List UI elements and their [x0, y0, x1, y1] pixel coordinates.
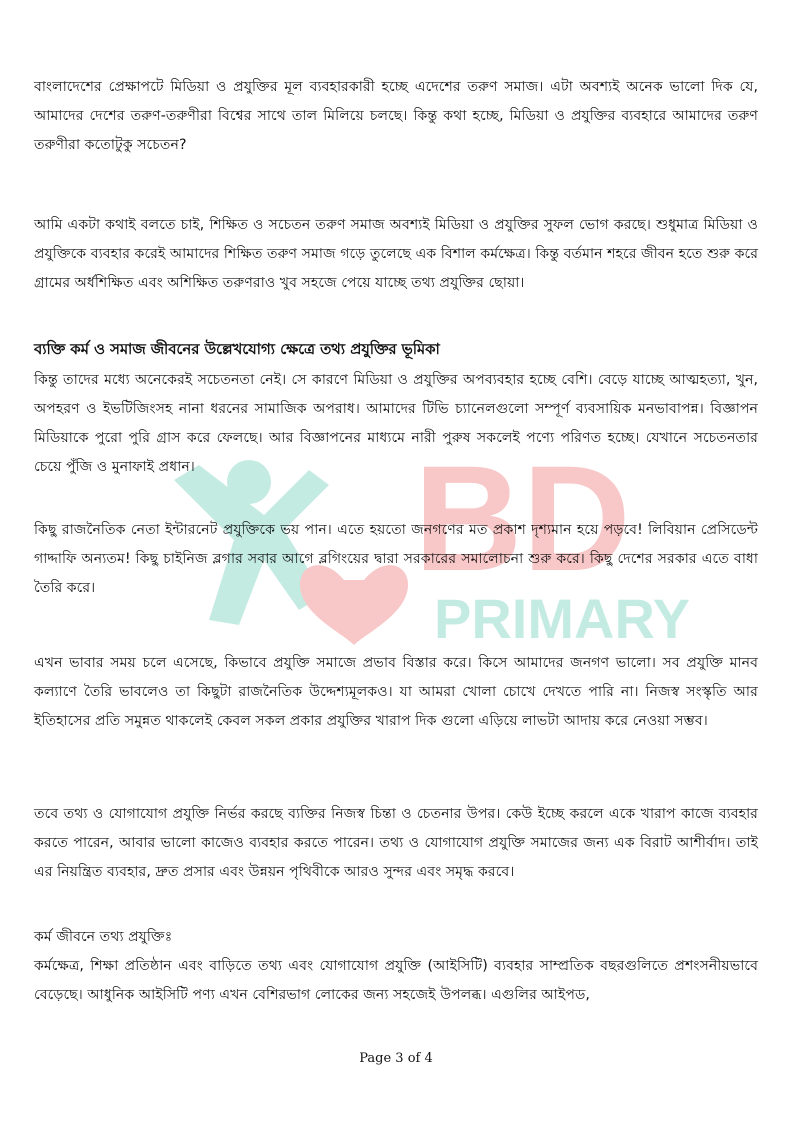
page-number-footer: Page 3 of 4	[359, 1051, 433, 1066]
paragraph-3: কিন্তু তাদের মধ্যে অনেকেরই সচেতনতা নেই। সে কারণে মিডিয়া ও প্রযুক্তির অপব্যবহার হচ্ছে বেশি। বেড়ে যাচ্ছে আত্মহত্যা, খুন, অপহরণ ও ইভটিজিংসহ নানা ধরনের সামাজিক অপরাধ। আমাদের টিভি চ্যানেলগুলো সম্পূর্ণ ব্যবসায়িক মনভাবাপন্ন। বিজ্ঞাপন মিডিয়াকে পুরো পুরি গ্রাস করে ফেলছে। আর বিজ্ঞাপনের মাধ্যমে নারী পুরুষ সকলেই পণ্যে পরিণত হচ্ছে। যেখানে সচেতনতার চেয়ে পুঁজি ও মুনাফাই প্রধান।	[34, 372, 758, 475]
section-heading-work-life: কর্ম জীবনে তথ্য প্রযুক্তিঃ	[34, 929, 173, 945]
paragraph-7: কর্মক্ষেত্র, শিক্ষা প্রতিষ্ঠান এবং বাড়িতে তথ্য এবং যোগাযোগ প্রযুক্তি (আইসিটি) ব্যবহার সাম্প্রতিক বছরগুলিতে প্রশংসনীয়ভাবে বেড়েছে। আধুনিক আইসিটি পণ্য এখন বেশিরভাগ লোকের জন্য সহজেই উপলব্ধ। এগুলির আইপড,	[34, 958, 758, 1003]
paragraph-2: আমি একটা কথাই বলতে চাই, শিক্ষিত ও সচেতন তরুণ সমাজ অবশ্যই মিডিয়া ও প্রযুক্তির সুফল ভোগ করছে। শুধুমাত্র মিডিয়া ও প্রযুক্তিকে ব্যবহার করেই আমাদের শিক্ষিত তরুণ সমাজ গড়ে তুলেছে এক বিশাল কর্মক্ষেত্র। কিন্তু বর্তমান শহরে জীবন হতে শুরু করে গ্রামের অর্ধশিক্ষিত এবং অশিক্ষিত তরুণরাও খুব সহজে পেয়ে যাচ্ছে তথ্য প্রযুক্তির ছোয়া।	[34, 217, 758, 291]
paragraph-4: কিছু রাজনৈতিক নেতা ইন্টারনেট প্রযুক্তিকে ভয় পান। এতে হয়তো জনগণের মত প্রকাশ দৃশ্যমান হয়ে পড়বে! লিবিয়ান প্রেসিডেন্ট গাদ্দাফি অন্যতম! কিছু চাইনিজ ব্লগার সবার আগে ব্লগিংয়ের দ্বারা সরকারের সমালোচনা শুরু করে। কিছু দেশের সরকার এতে বাধা তৈরি করে।	[34, 522, 758, 596]
watermark-text: PRIMARY	[434, 587, 691, 650]
paragraph-6: তবে তথ্য ও যোগাযোগ প্রযুক্তি নির্ভর করছে ব্যক্তির নিজস্ব চিন্তা ও চেতনার উপর। কেউ ইচ্ছে করলে একে খারাপ কাজে ব্যবহার করতে পারেন, আবার ভালো কাজেও ব্যবহার করতে পারেন। তথ্য ও যোগাযোগ প্রযুক্তি সমাজের জন্য এক বিরাট আশীর্বাদ। তাই এর নিয়ন্ত্রিত ব্যবহার, দ্রুত প্রসার এবং উন্নয়ন পৃথিবীকে আরও সুন্দর এবং সমৃদ্ধ করবে।	[34, 806, 758, 880]
watermark-logo-text: BD	[414, 434, 631, 602]
paragraph-5: এখন ভাবার সময় চলে এসেছে, কিভাবে প্রযুক্তি সমাজে প্রভাব বিস্তার করে। কিসে আমাদের জনগণ ভালো। সব প্রযুক্তি মানব কল্যাণে তৈরি ভাবলেও তা কিছুটা রাজনৈতিক উদ্দেশ্যমূলকও। যা আমরা খোলা চোখে দেখতে পারি না। নিজস্ব সংস্কৃতি আর ইতিহাসের প্রতি সমুন্নত থাকলেই কেবল সকল প্রকার প্রযুক্তির খারাপ দিক গুলো এড়িয়ে লাভটা আদায় করে নেওয়া সম্ভব।	[34, 655, 758, 729]
document-page	[34, 0, 758, 1123]
section-heading-role: ব্যক্তি কর্ম ও সমাজ জীবনের উল্লেখযোগ্য ক্ষেত্রে তথ্য প্রযুক্তির ভূমিকা	[34, 341, 440, 358]
paragraph-1: বাংলাদেশের প্রেক্ষাপটে মিডিয়া ও প্রযুক্তির মূল ব্যবহারকারী হচ্ছে এদেশের তরুণ সমাজ। এটা অবশ্যই অনেক ভালো দিক যে, আমাদের দেশের তরুণ-তরুণীরা বিশ্বের সাথে তাল মিলিয়ে চলছে। কিন্তু কথা হচ্ছে, মিডিয়া ও প্রযুক্তির ব্যবহারে আমাদের তরুণ তরুণীরা কতোটুকু সচেতন?	[34, 79, 758, 153]
